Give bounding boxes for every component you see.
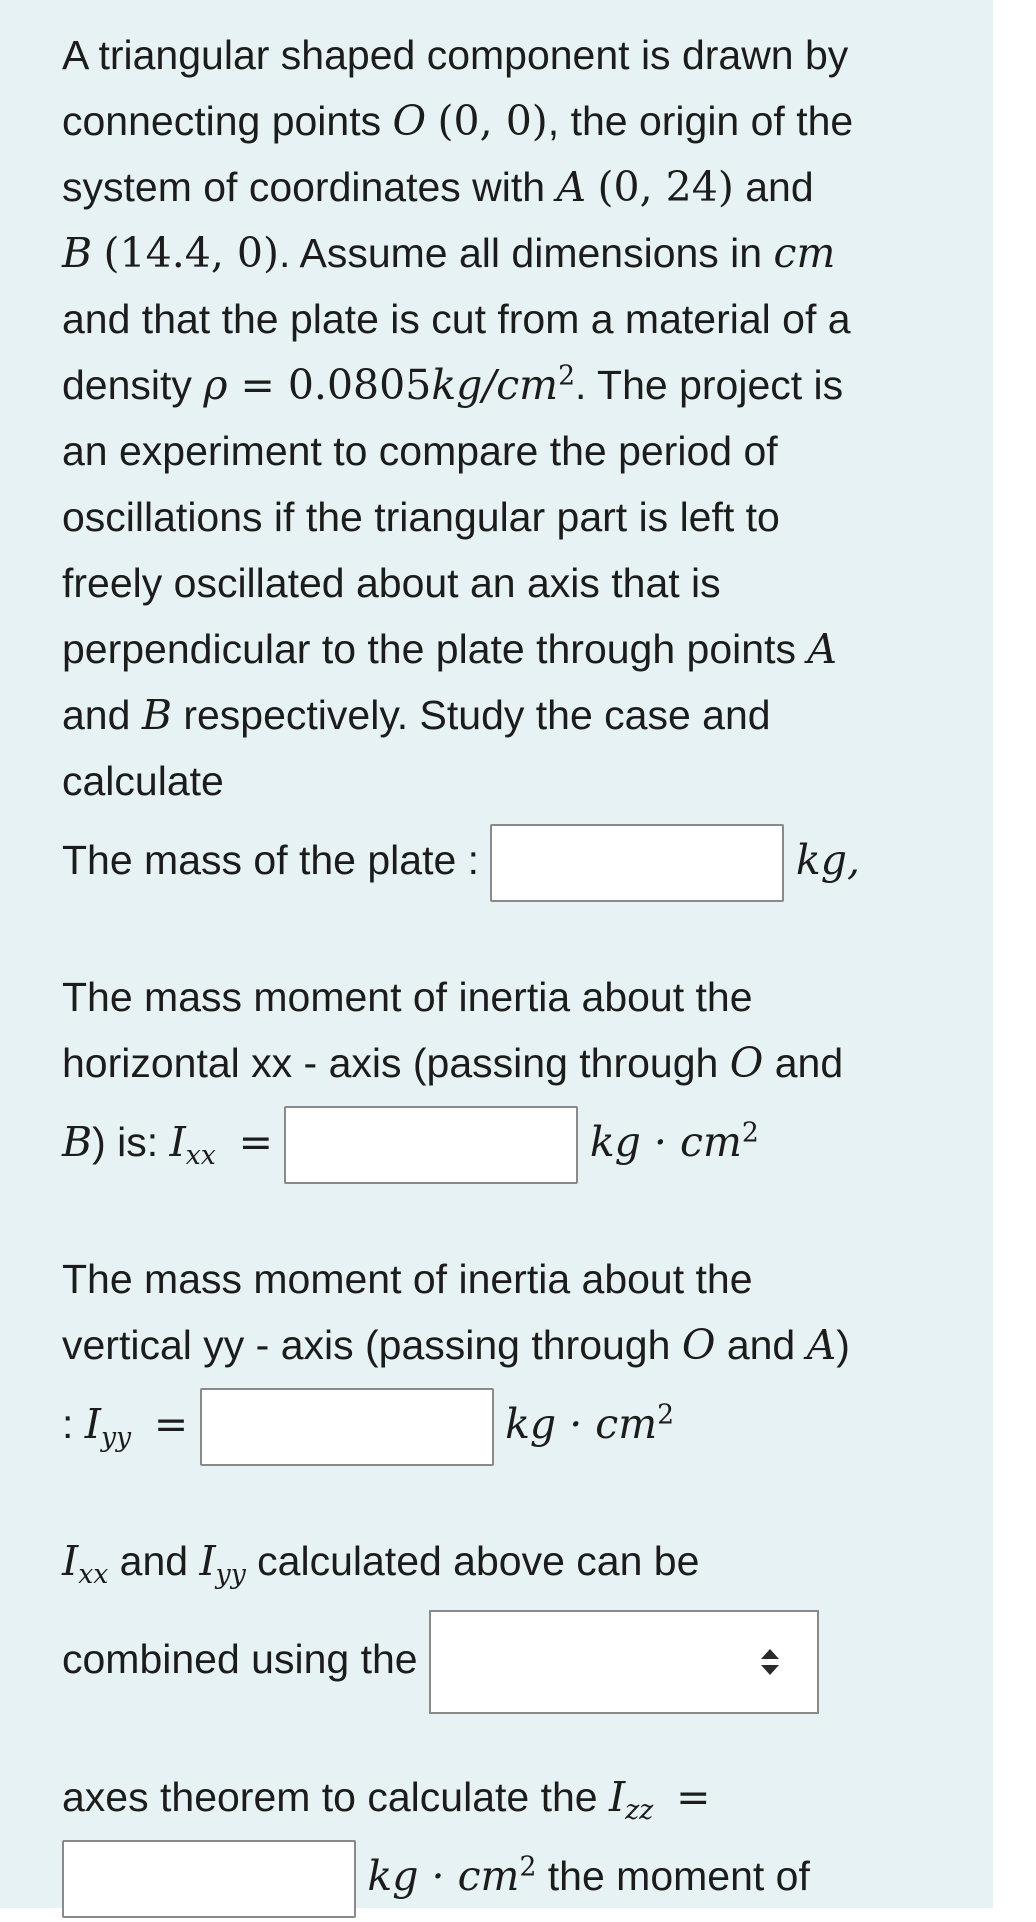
spacer	[62, 906, 962, 964]
ixx-text: The mass moment of inertia about the	[62, 974, 753, 1020]
combine-text: calculated above can be	[245, 1538, 700, 1584]
math-sub-yy: yy	[215, 1558, 246, 1590]
math-coord-o: (0, 0)	[437, 97, 548, 145]
intro-text: and that the plate is cut from a material of a	[62, 296, 851, 342]
mass-row	[62, 814, 962, 906]
math-point-b: B	[62, 229, 93, 277]
math-point-a: A	[556, 163, 587, 211]
math-i: I	[62, 1537, 79, 1585]
spacer	[62, 1188, 962, 1246]
math-rho: ρ	[203, 361, 228, 409]
intro-text: , the origin of the	[547, 98, 854, 144]
math-i: I	[199, 1537, 216, 1585]
math-point-b: B	[62, 1118, 93, 1166]
izz-paragraph	[62, 1764, 962, 1830]
math-coord-a: (0, 24)	[597, 163, 734, 211]
mass-unit: kg,	[795, 836, 860, 884]
izz-text: axes theorem to calculate the	[62, 1774, 609, 1820]
iyy-text: :	[62, 1401, 85, 1447]
iyy-text: and	[715, 1322, 807, 1368]
intro-text: connecting points	[62, 98, 393, 144]
math-i: I	[169, 1118, 186, 1166]
math-i: I	[84, 1400, 101, 1448]
izz-unit-exponent: 2	[519, 1851, 537, 1883]
iyy-unit: kg · cm	[505, 1400, 658, 1448]
combine-text: and	[108, 1538, 200, 1584]
iyy-text: The mass moment of inertia about the	[62, 1256, 753, 1302]
intro-text: system of coordinates with	[62, 164, 557, 210]
intro-text: calculate	[62, 758, 224, 804]
math-equals: =	[676, 1773, 711, 1821]
ixx-text: and	[763, 1040, 844, 1086]
intro-text: perpendicular to the plate through points	[62, 626, 808, 672]
math-coord-b: (14.4, 0)	[103, 229, 279, 277]
iyy-text: vertical yy - axis (passing through	[62, 1322, 682, 1368]
spacer	[62, 1724, 962, 1764]
math-equals: =	[227, 361, 288, 409]
ixx-paragraph	[62, 964, 962, 1096]
ixx-row	[62, 1096, 962, 1188]
mass-label: The mass of the plate :	[62, 837, 480, 883]
ixx-text: ) is:	[92, 1119, 170, 1165]
intro-text: and	[733, 164, 814, 210]
math-point-b: B	[141, 691, 172, 739]
iyy-input[interactable]	[200, 1388, 494, 1466]
intro-text: freely oscillated about an axis that is	[62, 560, 721, 606]
combine-row	[62, 1594, 962, 1724]
math-sub-xx: xx	[78, 1558, 109, 1590]
math-equals: =	[238, 1118, 273, 1166]
iyy-text: )	[836, 1322, 850, 1368]
intro-text: density	[62, 362, 204, 408]
intro-text: an experiment to compare the period of	[62, 428, 778, 474]
intro-text: and	[62, 692, 142, 738]
math-sub-yy: yy	[101, 1421, 132, 1453]
ixx-unit: kg · cm	[589, 1118, 742, 1166]
updown-arrows-icon	[759, 1647, 781, 1677]
intro-text: . Assume all dimensions in	[278, 230, 774, 276]
math-sub-xx: xx	[185, 1139, 216, 1171]
math-density-unit: kg/cm	[431, 361, 559, 409]
combine-paragraph	[62, 1528, 962, 1594]
math-point-o: O	[392, 97, 427, 145]
iyy-paragraph	[62, 1246, 962, 1378]
math-point-o: O	[681, 1321, 716, 1369]
spacer	[62, 1470, 962, 1528]
math-point-a: A	[806, 1321, 837, 1369]
iyy-unit-exponent: 2	[657, 1399, 675, 1431]
mass-input[interactable]	[490, 824, 784, 902]
ixx-input[interactable]	[284, 1106, 578, 1184]
theorem-select[interactable]	[429, 1610, 819, 1714]
combine-text: combined using the	[62, 1636, 429, 1682]
intro-text: A triangular shaped component is drawn by	[62, 32, 849, 78]
izz-unit: kg · cm	[367, 1852, 520, 1900]
ixx-text: horizontal xx - axis (passing through	[62, 1040, 730, 1086]
ixx-unit-exponent: 2	[741, 1117, 759, 1149]
intro-text: respectively. Study the case and	[171, 692, 771, 738]
izz-row	[62, 1830, 962, 1922]
intro-text: oscillations if the triangular part is left to	[62, 494, 780, 540]
intro-paragraph	[62, 22, 962, 814]
math-equals: =	[153, 1400, 189, 1448]
izz-input[interactable]	[62, 1840, 356, 1918]
math-point-o: O	[729, 1039, 764, 1087]
math-unit-cm: cm	[773, 229, 836, 277]
math-point-a: A	[807, 625, 837, 673]
math-density-exponent: 2	[558, 360, 576, 392]
intro-text: . The project is	[575, 362, 844, 408]
izz-text: the moment of	[536, 1853, 810, 1899]
math-i: I	[608, 1773, 626, 1821]
math-sub-zz: zz	[625, 1794, 654, 1826]
math-density-value: 0.0805	[287, 361, 432, 409]
iyy-row	[62, 1378, 962, 1470]
question-text	[62, 22, 962, 1922]
